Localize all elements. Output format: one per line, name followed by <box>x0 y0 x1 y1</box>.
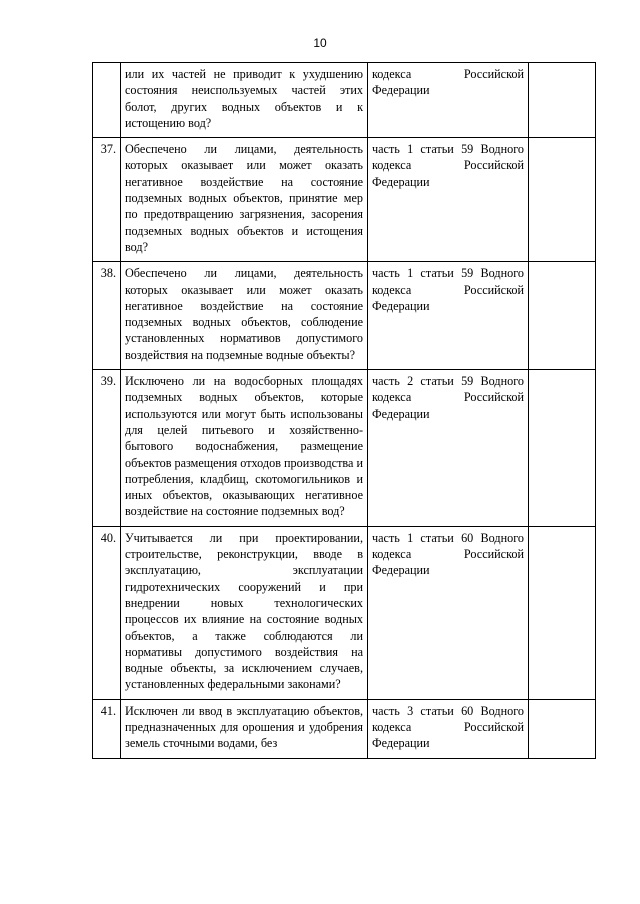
row-number: 37. <box>93 138 121 262</box>
table-row <box>93 63 596 138</box>
page-number: 10 <box>313 36 327 50</box>
question-text: Обеспечено ли лицами, деятельность которых оказывает или может оказать негативное воздействие на состояние подземных водных объектов, соблюдение установленных нормативов допустимого воздействия на подземные водные объекты? <box>121 262 368 370</box>
question-text: Исключено ли на водосборных площадях подземных водных объектов, которые используются или могут быть использованы для целей питьевого и хозяйственно-бытового водоснабжения, размещение объектов размещения отходов производства и потребления, кладбищ, скотомогильников и иных объектов, оказывающих негативное воздействие на состояние подземных вод? <box>121 370 368 527</box>
table-row <box>93 138 596 262</box>
legal-reference: часть 1 статьи 59 Водного кодекса Российской Федерации <box>368 138 529 262</box>
row-number: 38. <box>93 262 121 370</box>
legal-reference: часть 1 статьи 59 Водного кодекса Российской Федерации <box>368 262 529 370</box>
note-cell <box>529 138 596 262</box>
checklist-table <box>92 62 596 759</box>
table-row <box>93 262 596 370</box>
legal-reference: часть 2 статьи 59 Водного кодекса Российской Федерации <box>368 370 529 527</box>
note-cell <box>529 63 596 138</box>
table-row <box>93 370 596 527</box>
note-cell <box>529 526 596 699</box>
note-cell <box>529 370 596 527</box>
question-text: Исключен ли ввод в эксплуатацию объектов, предназначенных для орошения и удобрения земель сточными водами, без <box>121 699 368 758</box>
question-text: Учитывается ли при проектировании, строительстве, реконструкции, вводе в эксплуатацию, эксплуатации гидротехнических сооружений и при внедрении новых технологических процессов их влияние на состояние водных объектов, а также соблюдаются ли нормативы допустимого воздействия на водные объекты, за исключением случаев, установленных федеральными законами? <box>121 526 368 699</box>
question-text: или их частей не приводит к ухудшению состояния неиспользуемых частей этих болот, других водных объектов и к истощению вод? <box>121 63 368 138</box>
legal-reference: часть 1 статьи 60 Водного кодекса Российской Федерации <box>368 526 529 699</box>
row-number: 39. <box>93 370 121 527</box>
note-cell <box>529 262 596 370</box>
note-cell <box>529 699 596 758</box>
question-text: Обеспечено ли лицами, деятельность которых оказывает или может оказать негативное воздействие на состояние подземных водных объектов, принятие мер по предотвращению загрязнения, засорения подземных водных объектов и истощения вод? <box>121 138 368 262</box>
row-number <box>93 63 121 138</box>
table-row <box>93 526 596 699</box>
table-row <box>93 699 596 758</box>
legal-reference: кодекса Российской Федерации <box>368 63 529 138</box>
row-number: 41. <box>93 699 121 758</box>
legal-reference: часть 3 статьи 60 Водного кодекса Российской Федерации <box>368 699 529 758</box>
row-number: 40. <box>93 526 121 699</box>
